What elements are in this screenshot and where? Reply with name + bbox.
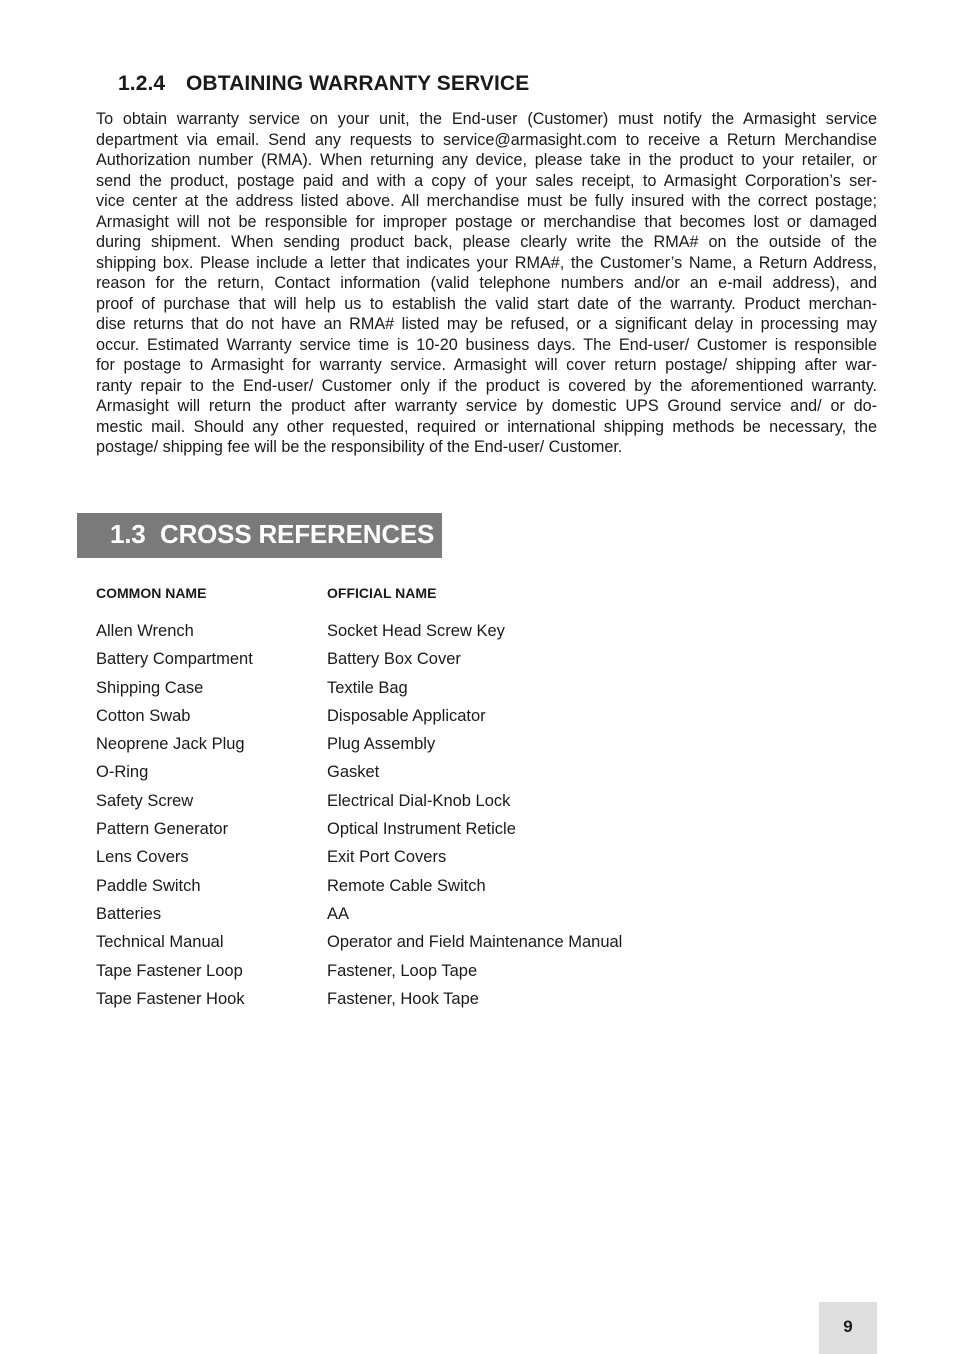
paragraph-line: send the product, postage paid and with a copy of your sales receipt, to Armasight Corporation’s ser- bbox=[96, 171, 877, 190]
table-row bbox=[96, 735, 622, 763]
official-name-cell: Textile Bag bbox=[327, 678, 408, 697]
official-name-cell: Battery Box Cover bbox=[327, 650, 461, 669]
table-row bbox=[96, 877, 622, 905]
official-name-cell: Disposable Applicator bbox=[327, 706, 486, 725]
official-name-cell: Plug Assembly bbox=[327, 735, 436, 754]
paragraph-line: Armasight will return the product after warranty service by domestic UPS Ground service and/ or do- bbox=[96, 397, 877, 415]
cross-references-banner bbox=[77, 513, 442, 558]
column-header-official-name: OFFICIAL NAME bbox=[327, 585, 437, 601]
common-name-cell: Lens Covers bbox=[96, 848, 189, 867]
page-number: 9 bbox=[843, 1317, 853, 1336]
cross-references-section-number: 1.3 bbox=[110, 519, 146, 549]
common-name-cell: O-Ring bbox=[96, 763, 149, 782]
warranty-section-title: OBTAINING WARRANTY SERVICE bbox=[186, 72, 530, 95]
common-name-cell: Pattern Generator bbox=[96, 820, 229, 839]
paragraph-line: Authorization number (RMA). When returning any device, please take in the product to your retailer, or bbox=[96, 151, 877, 169]
table-row bbox=[96, 848, 622, 876]
cross-references-section-title: CROSS REFERENCES bbox=[160, 519, 435, 549]
table-spacer-row bbox=[96, 607, 622, 622]
common-name-cell: Technical Manual bbox=[96, 933, 224, 952]
paragraph-line: department via email. Send any requests to service@armasight.com to receive a Return Merchandise bbox=[96, 130, 877, 149]
warranty-section-number: 1.2.4 bbox=[118, 72, 166, 95]
cross-references-heading bbox=[110, 519, 434, 550]
paragraph-line: reason for the return, Contact information (valid telephone numbers and/or an e-mail address), and bbox=[96, 274, 877, 292]
paragraph-line: proof of purchase that will help us to establish the valid start date of the warranty. Product merchan- bbox=[96, 294, 877, 313]
common-name-cell: Tape Fastener Hook bbox=[96, 989, 245, 1008]
common-name-cell: Neoprene Jack Plug bbox=[96, 735, 245, 754]
paragraph-line: shipping box. Please include a letter that indicates your RMA#, the Customer’s Name, a Return Address, bbox=[96, 253, 877, 272]
official-name-cell: AA bbox=[327, 904, 350, 923]
column-header-common-name: COMMON NAME bbox=[96, 585, 207, 601]
table-row bbox=[96, 679, 622, 707]
official-name-cell: Optical Instrument Reticle bbox=[327, 820, 516, 839]
table-row bbox=[96, 933, 622, 961]
table-row bbox=[96, 905, 622, 933]
paragraph-line: ranty repair to the End-user/ Customer only if the product is covered by the aforementioned warranty. bbox=[96, 376, 877, 395]
common-name-cell: Cotton Swab bbox=[96, 706, 191, 725]
official-name-cell: Gasket bbox=[327, 763, 380, 782]
page-number-box bbox=[819, 1302, 877, 1354]
warranty-heading bbox=[118, 72, 529, 96]
table-row bbox=[96, 707, 622, 735]
official-name-cell: Socket Head Screw Key bbox=[327, 622, 505, 640]
common-name-cell: Shipping Case bbox=[96, 678, 204, 697]
cross-references-table bbox=[96, 585, 622, 1018]
paragraph-line: mestic mail. Should any other requested, required or international shipping methods be necessary, the bbox=[96, 417, 877, 436]
table-row bbox=[96, 792, 622, 820]
official-name-cell: Exit Port Covers bbox=[327, 848, 447, 867]
common-name-cell: Battery Compartment bbox=[96, 650, 253, 669]
official-name-cell: Fastener, Hook Tape bbox=[327, 989, 479, 1008]
official-name-cell: Remote Cable Switch bbox=[327, 876, 486, 895]
paragraph-line: during shipment. When sending product back, please clearly write the RMA# on the outside of the bbox=[96, 233, 877, 251]
table-row bbox=[96, 962, 622, 990]
official-name-cell: Electrical Dial-Knob Lock bbox=[327, 791, 511, 810]
paragraph-line: vice center at the address listed above. All merchandise must be fully insured with the correct postage; bbox=[96, 192, 877, 210]
common-name-cell: Paddle Switch bbox=[96, 876, 201, 895]
table-row bbox=[96, 622, 622, 650]
common-name-cell: Tape Fastener Loop bbox=[96, 961, 243, 980]
cross-references-table-body bbox=[96, 607, 622, 1018]
table-row bbox=[96, 650, 622, 678]
table-row bbox=[96, 763, 622, 791]
paragraph-line: postage/ shipping fee will be the responsibility of the End-user/ Customer. bbox=[96, 438, 623, 456]
common-name-cell: Safety Screw bbox=[96, 791, 194, 810]
table-row bbox=[96, 990, 622, 1018]
paragraph-line: dise returns that do not have an RMA# listed may be refused, or a significant delay in processing may bbox=[96, 315, 877, 333]
warranty-paragraph bbox=[96, 109, 877, 458]
official-name-cell: Fastener, Loop Tape bbox=[327, 961, 478, 980]
common-name-cell: Batteries bbox=[96, 904, 162, 923]
table-row bbox=[96, 820, 622, 848]
official-name-cell: Operator and Field Maintenance Manual bbox=[327, 933, 623, 952]
common-name-cell: Allen Wrench bbox=[96, 622, 194, 640]
table-header-row bbox=[96, 585, 622, 607]
paragraph-line: To obtain warranty service on your unit, the End-user (Customer) must notify the Armasight service bbox=[96, 110, 877, 128]
paragraph-line: for postage to Armasight for warranty service. Armasight will cover return postage/ shipping after war- bbox=[96, 356, 877, 374]
paragraph-line: Armasight will not be responsible for improper postage or merchandise that becomes lost or damaged bbox=[96, 212, 877, 231]
paragraph-line: occur. Estimated Warranty service time is 10-20 business days. The End-user/ Customer is responsible bbox=[96, 335, 877, 354]
